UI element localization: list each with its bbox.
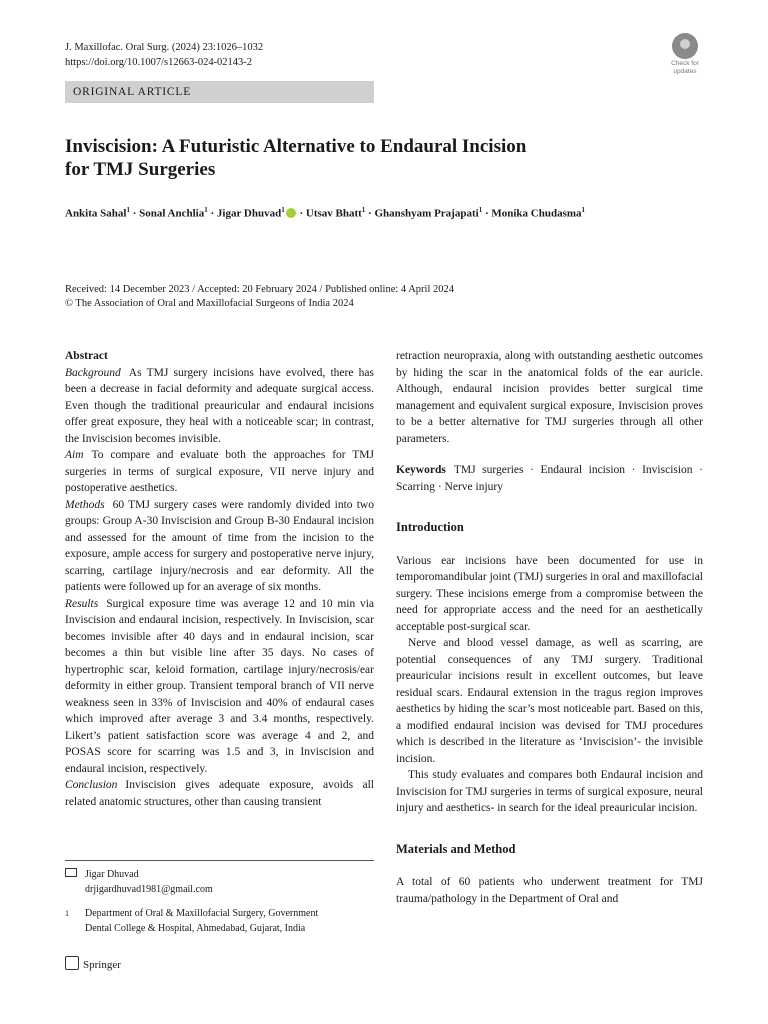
abstract-background <box>65 365 374 448</box>
background-label: Background <box>65 366 121 379</box>
publisher-logo <box>65 956 121 971</box>
author-name[interactable]: Ankita Sahal <box>65 207 127 220</box>
introduction-heading: Introduction <box>396 520 464 534</box>
footnote-divider <box>65 860 374 861</box>
aim-label: Aim <box>65 449 84 461</box>
orcid-icon[interactable] <box>286 208 296 218</box>
background-text: As TMJ surgery incisions have evolved, there has been a decrease in facial deformity and adequate surgical access. Even though the traditional preauricular and endaural incisions offer great exposure, they heal with a noticeable scar; in contrast, the Inviscision becomes invisible. <box>65 366 374 445</box>
left-column <box>65 348 374 810</box>
intro-paragraph-1: Various ear incisions have been documented for use in temporomandibular joint (TMJ) surgeries in oral and maxillofacial surgery. These incisions emerge from a compromise between the need for appropriate access and the need for an aesthetically acceptable post-surgical scar. <box>396 554 703 633</box>
author-name[interactable]: Ghanshyam Prajapati <box>374 207 479 220</box>
methods-text: 60 TMJ surgery cases were randomly divided into two groups: Group A-30 Inviscision and Group B-30 Endaural incision and assessed for the amount of time from the incision to the exposure, ample access for surgery and postoperative nerve injury, scarring, cartilage injury/necrosis and ear deformity. All the patients were followed up for an average of six months. <box>65 498 374 593</box>
badge-text-2: updates <box>673 68 697 75</box>
abstract-methods <box>65 497 374 596</box>
keywords-heading: Keywords <box>396 464 446 476</box>
author-affiliation: 1 <box>361 206 366 214</box>
author-affiliation: 1 <box>281 206 285 214</box>
right-column <box>396 348 703 907</box>
title-line-2: for TMJ Surgeries <box>65 159 216 180</box>
correspondence-email[interactable]: drjigardhuvad1981@gmail.com <box>85 884 213 895</box>
methods-label: Methods <box>65 498 105 511</box>
copyright-text: © The Association of Oral and Maxillofacial Surgeons of India 2024 <box>65 297 354 309</box>
springer-horse-icon <box>65 956 79 970</box>
materials-paragraph-1: A total of 60 patients who underwent treatment for TMJ trauma/pathology in the Department of Oral and <box>396 876 703 905</box>
author-affiliation: 1 <box>478 206 483 214</box>
citation-text: J. Maxillofac. Oral Surg. (2024) 23:1026–1032 <box>65 42 264 53</box>
abstract-aim <box>65 447 374 497</box>
intro-paragraph-3: This study evaluates and compares both Endaural incision and Inviscision for TMJ surgeries in terms of surgical exposure, neural injury and aesthetics- in search for the ideal preauricular incision. <box>396 769 703 814</box>
affiliation-number: 1 <box>65 909 69 918</box>
affiliation-line-2: Dental College & Hospital, Ahmedabad, Gujarat, India <box>85 923 306 934</box>
author-name[interactable]: Monika Chudasma <box>491 207 582 220</box>
keywords-block <box>396 462 703 495</box>
conclusion-text: Inviscision gives adequate exposure, avoids all related anatomic structures, other than causing transient <box>65 779 374 808</box>
affiliation-line-1: Department of Oral & Maxillofacial Surgery, Government <box>85 908 319 919</box>
dates-text: Received: 14 December 2023 / Accepted: 20 February 2024 / Published online: 4 April 2024 <box>65 284 455 295</box>
check-for-updates-badge[interactable] <box>665 33 705 75</box>
title-line-1: Inviscision: A Futuristic Alternative to Endaural Incision <box>65 136 527 157</box>
author-affiliation: 1 <box>126 206 130 214</box>
abstract-results <box>65 596 374 778</box>
publication-dates <box>65 283 454 310</box>
doi-link[interactable]: https://doi.org/10.1007/s12663-024-02143-2 <box>65 57 253 68</box>
keywords-text: TMJ surgeries · Endaural incision · Inviscision · Scarring · Nerve injury <box>396 464 703 493</box>
journal-citation <box>65 40 263 70</box>
correspondence-note <box>65 867 374 897</box>
conclusion-continued: retraction neuropraxia, along with outstanding aesthetic outcomes by hiding the scar in the anatomical folds of the ear auricle. Although, endaural incision provides better surgical time management and equivalent surgical exposure, Inviscision proves to be a better alternative for TMJ surgeries through all other parameters. <box>396 350 703 445</box>
intro-paragraph-2: Nerve and blood vessel damage, as well as scarring, are potential consequences of any TMJ surgery. Traditional preauricular incisions result in excellent outcomes, but leave residual scars. Endaural extension in the tragus region improves aesthetics by hiding the scar’s most noticeable part. Based on this, a modified endaural incision was devised for TMJ procedures which is described in the literature as ‘Inviscision’- the invisible incision. <box>396 637 703 765</box>
check-for-updates-icon <box>672 33 698 59</box>
aim-text: To compare and evaluate both the approaches for TMJ surgeries in terms of surgical exposure, VII nerve injury and postoperative aesthetics. <box>65 449 374 494</box>
badge-text-1: Check for <box>671 60 699 67</box>
results-label: Results <box>65 597 99 610</box>
author-name[interactable]: Utsav Bhatt <box>305 207 362 220</box>
author-name[interactable]: Sonal Anchlia <box>139 207 205 220</box>
author-name[interactable]: Jigar Dhuvad <box>216 207 282 220</box>
article-type-banner: ORIGINAL ARTICLE <box>65 81 374 103</box>
publisher-name: Springer <box>83 959 121 971</box>
author-list: Ankita Sahal$^1$ · Sonal Anchlia$^1$ · Jigar Dhuvad$^1$ · Utsav Bhatt$^1$ · Ghanshyam Prajapati$^1$ · Monika Chudasma$^1$ <box>65 206 586 220</box>
article-title <box>65 135 705 181</box>
results-text: Surgical exposure time was average 12 and 10 min via Inviscision and endaural incision, respectively. In Inviscision, scar becomes invisible after 40 days and in endaural incision, scar becomes a thin but visible line after 35 days. No cases of hypertrophic scar, keloid formation, cartilage injury/necrosis/ear deformity in either group. Transient temporal branch of VII nerve weakness seen in 33% of Inviscision and 40% of endaural cases which improved after average 3 and 3.4 months, respectively. Likert’s patient satisfaction score was average 4 and 2, and POSAS score for scarring was 1.5 and 3, in Inviscision and endaural incision, respectively. <box>65 597 374 775</box>
abstract-conclusion <box>65 777 374 810</box>
author-affiliation: 1 <box>204 206 208 214</box>
abstract-heading: Abstract <box>65 350 108 362</box>
author-affiliation: 1 <box>581 206 586 214</box>
affiliation-note <box>65 906 374 936</box>
materials-heading: Materials and Method <box>396 841 516 856</box>
correspondence-name: Jigar Dhuvad <box>85 869 139 880</box>
conclusion-label: Conclusion <box>65 779 118 791</box>
envelope-icon <box>65 868 77 877</box>
